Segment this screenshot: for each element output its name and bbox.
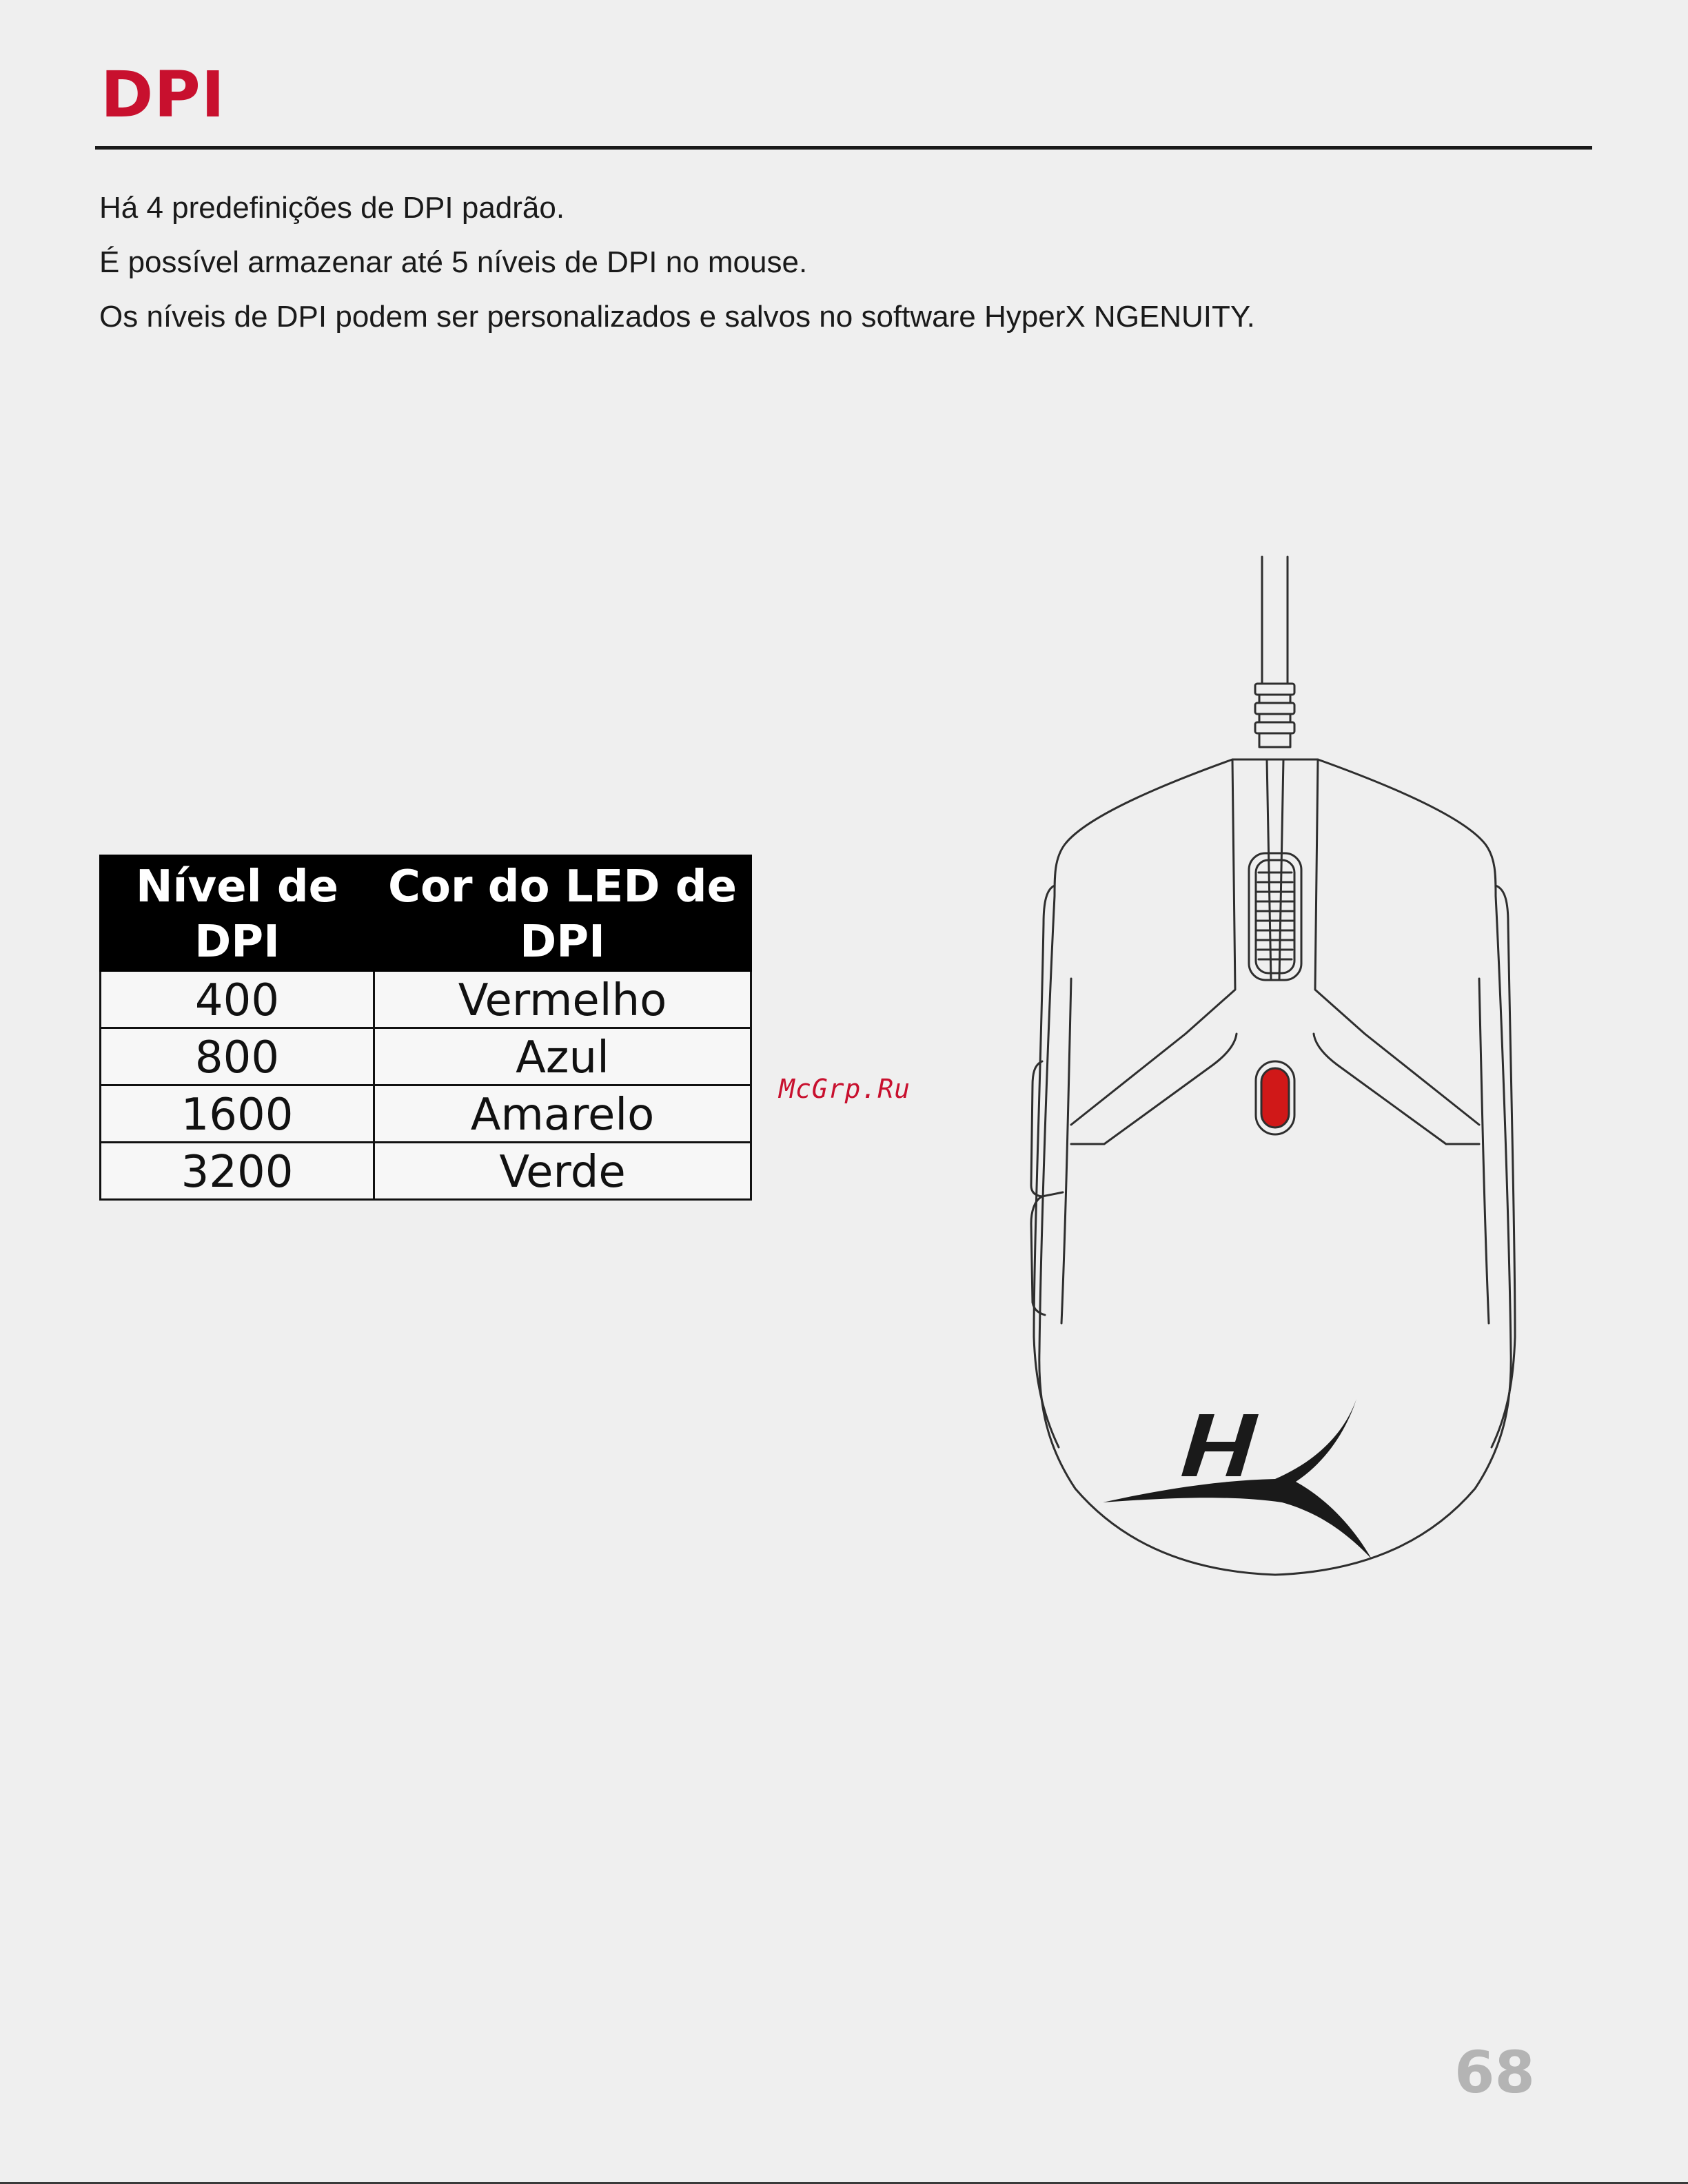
page-title: DPI bbox=[101, 58, 226, 132]
table-row bbox=[101, 1028, 751, 1085]
intro-line-2: É possível armazenar até 5 níveis de DPI no mouse. bbox=[99, 245, 808, 279]
intro-line-3: Os níveis de DPI podem ser personalizados e salvos no software HyperX NGENUITY. bbox=[99, 300, 1255, 334]
dpi-level-cell: 1600 bbox=[101, 1085, 374, 1143]
cable-icon bbox=[1255, 557, 1294, 747]
header-led-color: Cor do LED de DPI bbox=[374, 856, 751, 971]
mouse-top-view-icon bbox=[999, 551, 1551, 1695]
dpi-level-cell: 400 bbox=[101, 971, 374, 1028]
table-row bbox=[101, 971, 751, 1028]
page-number: 68 bbox=[1454, 2039, 1535, 2106]
table-row bbox=[101, 1143, 751, 1200]
led-color-cell: Amarelo bbox=[374, 1085, 751, 1143]
hyperx-logo bbox=[1103, 1399, 1372, 1559]
dpi-table bbox=[99, 855, 752, 1201]
right-main-button bbox=[1315, 759, 1479, 1125]
led-color-cell: Verde bbox=[374, 1143, 751, 1200]
watermark: McGrp.Ru bbox=[779, 1074, 911, 1104]
led-color-cell: Vermelho bbox=[374, 971, 751, 1028]
table-row bbox=[101, 1085, 751, 1143]
dpi-button-icon bbox=[1256, 1061, 1294, 1134]
dpi-level-cell: 3200 bbox=[101, 1143, 374, 1200]
dpi-level-cell: 800 bbox=[101, 1028, 374, 1085]
left-main-button bbox=[1071, 759, 1235, 1125]
table-header-row bbox=[101, 856, 751, 971]
header-dpi-level: Nível de DPI bbox=[101, 856, 374, 971]
title-divider bbox=[95, 146, 1592, 150]
intro-text bbox=[99, 181, 1581, 344]
led-color-cell: Azul bbox=[374, 1028, 751, 1085]
intro-line-1: Há 4 predefinições de DPI padrão. bbox=[99, 191, 565, 225]
scroll-wheel-icon bbox=[1249, 853, 1301, 980]
